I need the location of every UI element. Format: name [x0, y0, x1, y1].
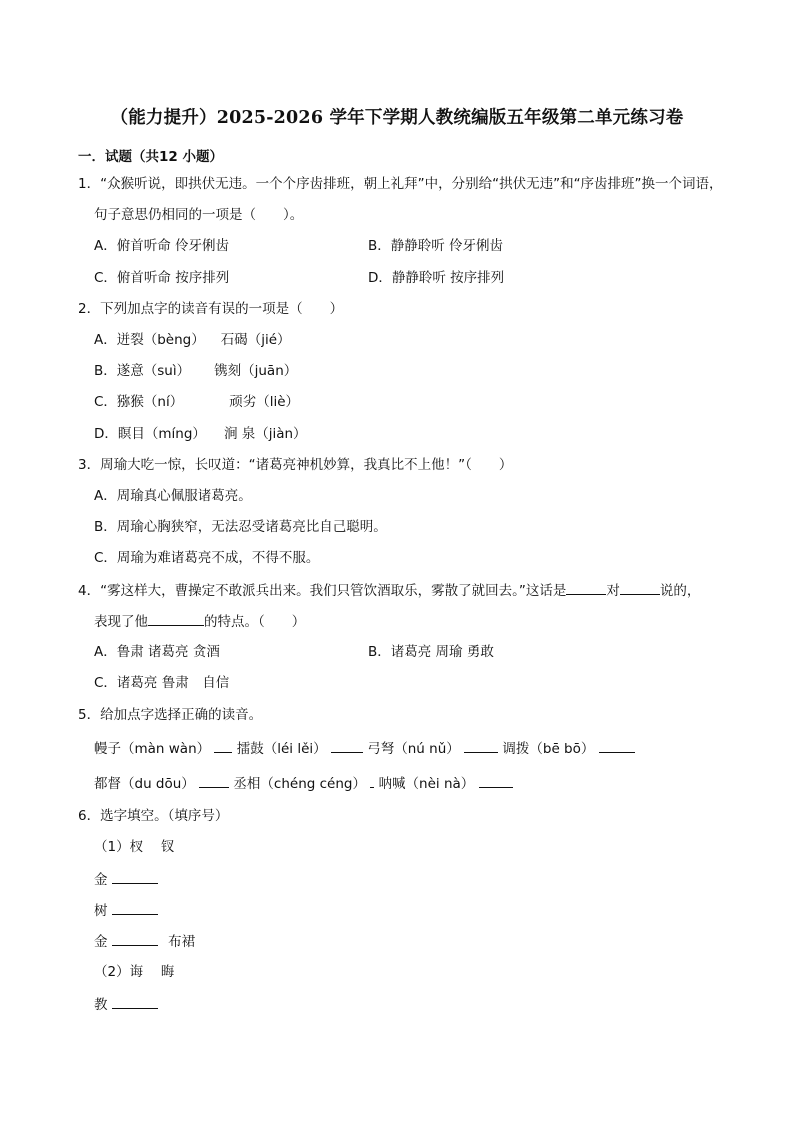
option-a-word-2: 石碣（jié） [220, 332, 291, 348]
option-c-word-2: 顽劣（liè） [229, 394, 300, 410]
word-suffix: 布裙 [168, 934, 196, 950]
answer-blank[interactable] [112, 901, 158, 915]
question-1-option-a: A．俯首听命 伶牙俐齿 [94, 238, 230, 254]
question-4-option-b: B．诸葛亮 周瑜 勇敢 [368, 644, 494, 660]
question-4-stem-cont [94, 612, 305, 631]
pinyin-item: 丞相（chéng céng） [233, 776, 366, 792]
answer-blank[interactable] [112, 932, 158, 946]
question-4-stem-part-3: 说的， [659, 583, 701, 599]
word-prefix: 金 [94, 872, 108, 888]
answer-blank[interactable] [331, 739, 363, 753]
question-3-option-b: B．周瑜心胸狭窄，无法忍受诸葛亮比自己聪明。 [94, 519, 387, 535]
pinyin-item: 都督（du dōu） [94, 776, 195, 792]
question-4-stem-part-1: 4．“雾这样大，曹操定不敢派兵出来。我们只管饮酒取乐，雾散了就回去。”这话是 [78, 583, 567, 599]
question-6-group-2: （2）诲 晦 [94, 964, 175, 980]
option-d-word-2: 涧 泉（jiàn） [223, 426, 307, 442]
answer-blank[interactable] [112, 995, 158, 1009]
question-6-stem: 6．选字填空。（填序号） [78, 808, 229, 824]
word-prefix: 教 [94, 997, 108, 1013]
question-3-option-c: C．周瑜为难诸葛亮不成，不得不服。 [94, 550, 320, 566]
answer-blank[interactable] [112, 870, 158, 884]
answer-blank[interactable] [199, 774, 229, 788]
answer-blank[interactable] [566, 581, 606, 595]
pinyin-item: 调拨（bē bō） [502, 741, 595, 757]
question-1-stem-cont: 句子意思仍相同的一项是（ ）。 [94, 207, 304, 223]
answer-blank[interactable] [214, 739, 232, 753]
question-1-stem: 1．“众猴听说，即拱伏无违。一个个序齿排班，朝上礼拜”中，分别给“拱伏无违”和“序齿排班”换一个词语， [78, 176, 723, 192]
question-4-stem-part-2: 对 [606, 583, 620, 599]
question-1-option-c: C．俯首听命 按序排列 [94, 270, 230, 286]
answer-blank[interactable] [599, 739, 635, 753]
question-2-option-c [94, 393, 299, 411]
answer-blank[interactable] [479, 774, 513, 788]
question-2-option-a [94, 331, 291, 349]
question-4-stem [78, 581, 700, 600]
question-6-line-1 [94, 870, 158, 889]
question-4-option-c: C．诸葛亮 鲁肃 自信 [94, 675, 230, 691]
pinyin-item: 幔子（màn wàn） [94, 741, 211, 757]
section-heading: 一．试题（共12 小题） [78, 149, 223, 165]
option-b-word-1: B．遂意（suì） [94, 363, 191, 379]
answer-blank[interactable] [620, 581, 660, 595]
question-2-option-d [94, 425, 307, 443]
question-6-line-4 [94, 995, 158, 1014]
pinyin-item: 弓弩（nú nǔ） [367, 741, 460, 757]
question-5-stem: 5．给加点字选择正确的读音。 [78, 707, 263, 723]
option-a-word-1: A．迸裂（bèng） [94, 332, 205, 348]
word-prefix: 树 [94, 903, 108, 919]
question-6-line-3 [94, 932, 195, 951]
question-4-option-a: A．鲁肃 诸葛亮 贪酒 [94, 644, 220, 660]
option-c-word-1: C．猕猴（ní） [94, 394, 184, 410]
answer-blank[interactable] [464, 739, 498, 753]
pinyin-item: 擂鼓（léi lěi） [236, 741, 327, 757]
page-title: （能力提升）2025-2026 学年下学期人教统编版五年级第二单元练习卷 [110, 108, 684, 128]
question-3-stem: 3．周瑜大吃一惊，长叹道：“诸葛亮神机妙算，我真比不上他！”（ ） [78, 457, 513, 473]
question-4-stem2-part-1: 表现了他 [94, 614, 148, 630]
option-d-word-1: D．瞑目（míng） [94, 426, 206, 442]
question-6-line-2 [94, 901, 158, 920]
question-4-stem2-part-2: 的特点。（ ） [204, 614, 306, 630]
question-1-option-b: B．静静聆听 伶牙俐齿 [368, 238, 504, 254]
answer-blank[interactable] [370, 774, 374, 788]
question-2-stem: 2．下列加点字的读音有误的一项是（ ） [78, 301, 344, 317]
option-b-word-2: 镌刻（juān） [214, 363, 298, 379]
question-2-option-b [94, 362, 297, 380]
word-prefix: 金 [94, 934, 108, 950]
question-1-option-d: D．静静聆听 按序排列 [368, 270, 505, 286]
question-5-row-1 [94, 739, 635, 758]
answer-blank[interactable] [148, 612, 204, 626]
question-6-group-1: （1）杈 钗 [94, 839, 175, 855]
pinyin-item: 呐喊（nèi nà） [378, 776, 475, 792]
question-5-row-2 [94, 774, 513, 793]
question-3-option-a: A．周瑜真心佩服诸葛亮。 [94, 488, 252, 504]
